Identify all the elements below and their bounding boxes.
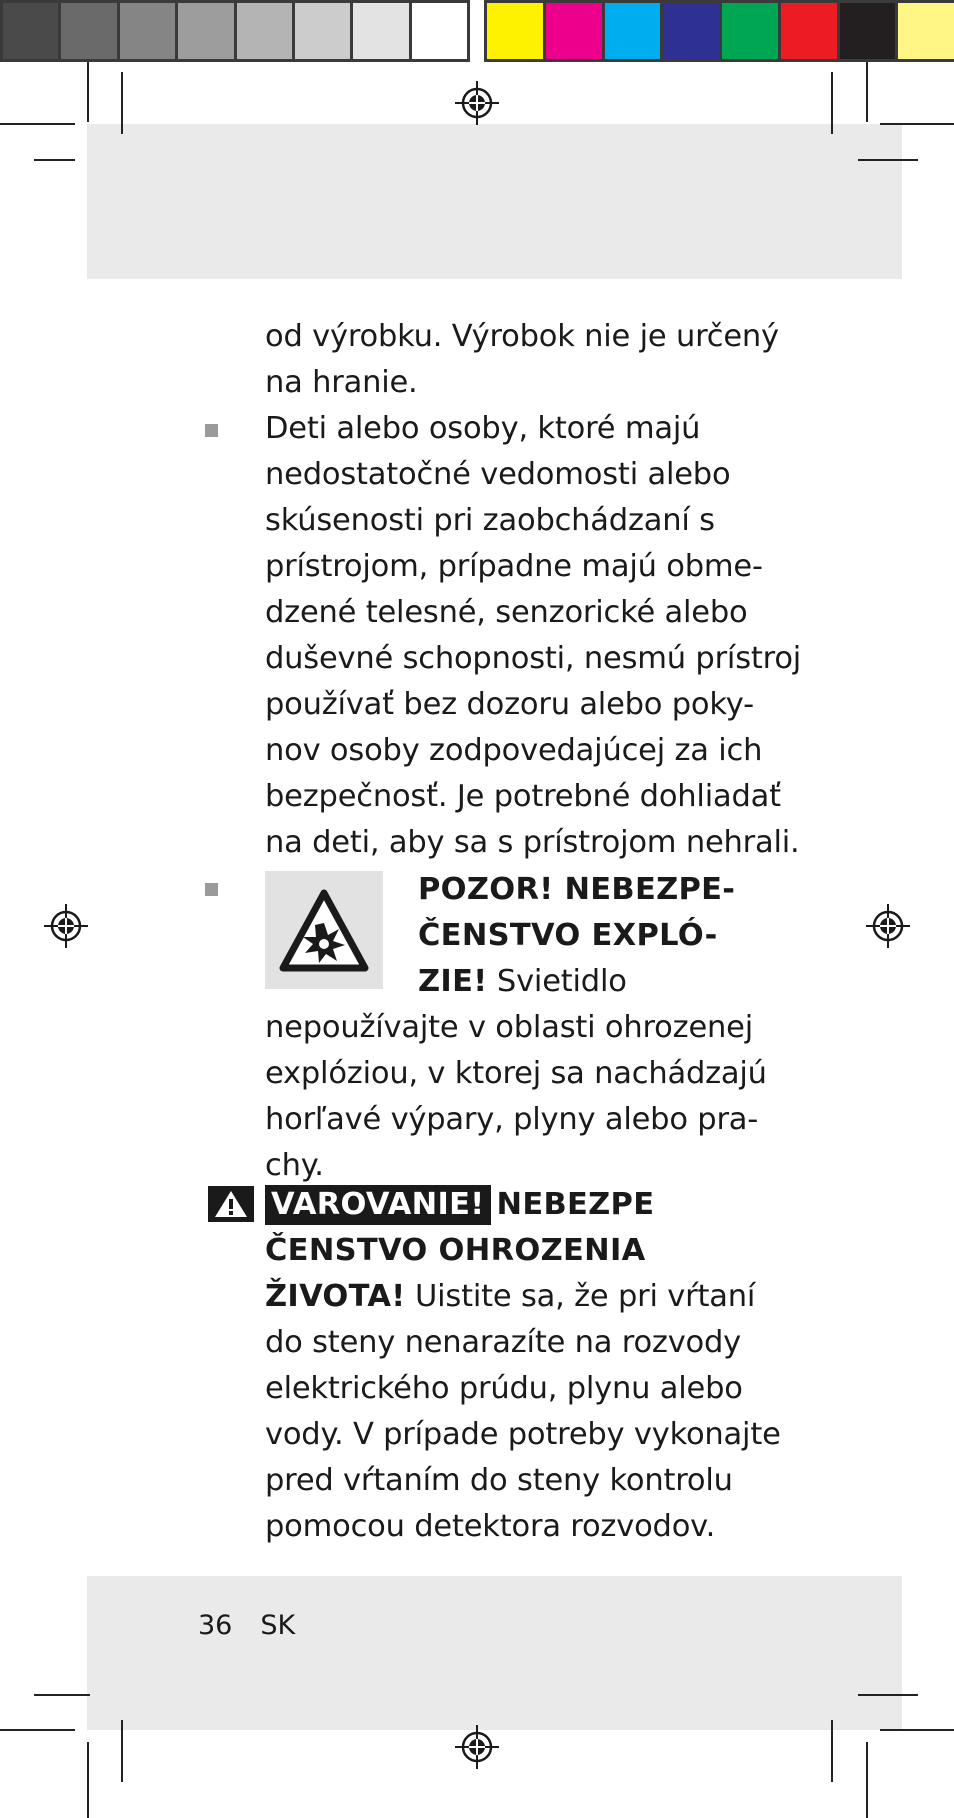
- bullet-marker: [205, 883, 218, 896]
- warning-paragraph: [265, 1182, 785, 1550]
- text-line: duševné schopnosti, nesmú prístroj: [265, 641, 802, 676]
- text-line: chy.: [265, 1148, 324, 1183]
- header-band: [87, 124, 902, 279]
- page-footer: [198, 1608, 323, 1644]
- text-line: [418, 959, 758, 1005]
- registration-mark-icon: [44, 904, 88, 948]
- gray-swatch: [353, 3, 411, 59]
- text-line: od výrobku. Výrobok nie je určený: [265, 319, 779, 354]
- crop-mark: [880, 123, 954, 125]
- gray-calibration-bar: [0, 0, 470, 62]
- color-swatch: [840, 3, 899, 59]
- text-line: pred vŕtaním do steny kontrolu: [265, 1463, 733, 1498]
- gray-swatch: [237, 3, 295, 59]
- color-calibration-bar: [484, 0, 954, 62]
- text-line: prístrojom, prípadne majú obme-: [265, 549, 763, 584]
- crop-mark: [880, 1729, 954, 1731]
- gray-swatch: [3, 3, 61, 59]
- crop-mark: [87, 62, 89, 122]
- crop-mark: [0, 1729, 75, 1731]
- warning-label: VAROVANIE!: [265, 1185, 491, 1225]
- registration-mark-icon: [455, 81, 499, 125]
- color-swatch: [898, 3, 954, 59]
- text-line: dzené telesné, senzorické alebo: [265, 595, 748, 630]
- registration-mark-icon: [866, 904, 910, 948]
- crop-mark: [121, 1720, 123, 1782]
- text-line: nepoužívajte v oblasti ohrozenej: [265, 1010, 753, 1045]
- footer-band: [87, 1576, 902, 1730]
- crop-mark: [866, 62, 868, 122]
- language-code: SK: [260, 1610, 296, 1641]
- explosion-title: POZOR! NEBEZPE-: [418, 872, 736, 907]
- color-swatch: [605, 3, 664, 59]
- text-line: vody. V prípade potreby vykonajte: [265, 1417, 781, 1452]
- text-fragment: Svietidlo: [487, 964, 627, 999]
- text-line: [265, 1182, 785, 1228]
- registration-mark-icon: [455, 1725, 499, 1769]
- explosion-title: ZIE!: [418, 964, 488, 999]
- color-swatch: [546, 3, 605, 59]
- text-line: [265, 1274, 785, 1320]
- crop-mark: [0, 123, 75, 125]
- gray-swatch: [178, 3, 236, 59]
- text-line: skúsenosti pri zaobchádzaní s: [265, 503, 715, 538]
- crop-mark: [121, 72, 123, 134]
- color-swatch: [722, 3, 781, 59]
- crop-mark: [34, 159, 75, 161]
- text-line: pomocou detektora rozvodov.: [265, 1509, 716, 1544]
- text-line: používať bez dozoru alebo poky-: [265, 687, 754, 722]
- page-number: 36: [198, 1610, 233, 1641]
- color-swatch: [663, 3, 722, 59]
- warning-title: ČENSTVO OHROZENIA: [265, 1233, 646, 1268]
- text-fragment: Uistite sa, že pri vŕtaní: [405, 1279, 756, 1314]
- text-line: explóziou, v ktorej sa nachádzajú: [265, 1056, 767, 1091]
- text-line: do steny nenarazíte na rozvody: [265, 1325, 742, 1360]
- crop-mark: [831, 1720, 833, 1782]
- continuation-paragraph: [265, 314, 779, 406]
- explosion-title: ČENSTVO EXPLÓ-: [418, 918, 718, 953]
- crop-mark: [858, 159, 918, 161]
- warning-title: NEBEZPE: [496, 1187, 655, 1222]
- warning-triangle-icon: [208, 1186, 254, 1222]
- crop-mark: [866, 1742, 868, 1818]
- text-line: Deti alebo osoby, ktoré majú: [265, 411, 701, 446]
- warning-title: ŽIVOTA!: [265, 1279, 406, 1314]
- explosion-heading: [418, 867, 758, 1005]
- explosion-paragraph: [265, 1005, 767, 1189]
- text-line: nov osoby zodpovedajúcej za ich: [265, 733, 763, 768]
- crop-mark: [831, 72, 833, 134]
- bullet-marker: [205, 424, 218, 437]
- text-line: na deti, aby sa s prístrojom nehrali.: [265, 825, 800, 860]
- children-safety-paragraph: [265, 406, 802, 866]
- text-line: horľavé výpary, plyny alebo pra-: [265, 1102, 759, 1137]
- crop-mark: [858, 1694, 918, 1696]
- crop-mark: [34, 1694, 90, 1696]
- crop-mark: [87, 1742, 89, 1818]
- gray-swatch: [61, 3, 119, 59]
- color-swatch: [781, 3, 840, 59]
- explosion-hazard-icon: [265, 871, 383, 989]
- text-line: nedostatočné vedomosti alebo: [265, 457, 731, 492]
- text-line: na hranie.: [265, 365, 418, 400]
- color-swatch: [487, 3, 546, 59]
- gray-swatch: [120, 3, 178, 59]
- text-line: elektrického prúdu, plynu alebo: [265, 1371, 743, 1406]
- text-line: bezpečnosť. Je potrebné dohliadať: [265, 779, 781, 814]
- gray-swatch: [412, 3, 467, 59]
- gray-swatch: [295, 3, 353, 59]
